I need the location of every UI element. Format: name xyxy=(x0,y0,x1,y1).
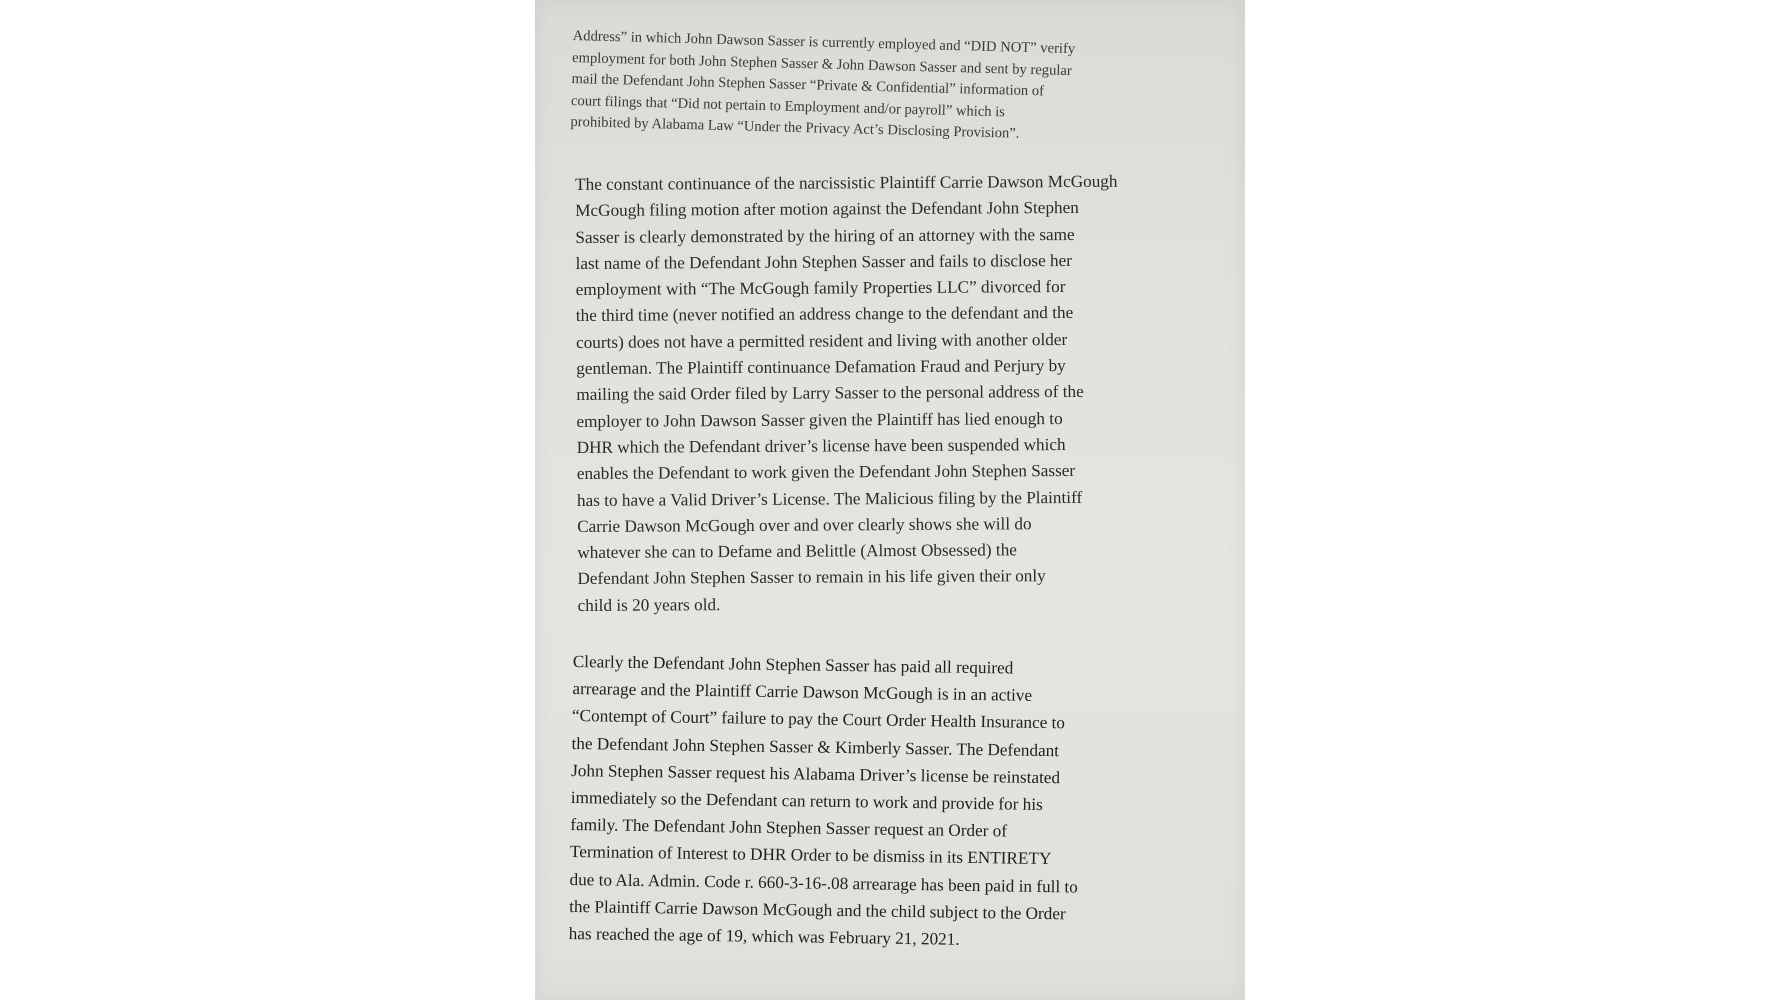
text-line: last name of the Defendant John Stephen Sasser and fails to disclose her xyxy=(575,250,1073,273)
text-line: Clearly the Defendant John Stephen Sasser has paid all required xyxy=(572,651,1014,678)
text-line: John Stephen Sasser request his Alabama Driver’s license be reinstated xyxy=(571,760,1061,788)
text-line: immediately so the Defendant can return to work and provide for his xyxy=(570,788,1043,815)
text-line: enables the Defendant to work given the Defendant John Stephen Sasser xyxy=(576,461,1076,484)
text-line: “Contempt of Court” failure to pay the Court Order Health Insurance to xyxy=(571,706,1066,733)
text-line: prohibited by Alabama Law “Under the Privacy Act’s Disclosing Provision”. xyxy=(570,113,1020,142)
text-line: the third time (never notified an address change to the defendant and the xyxy=(575,303,1074,326)
text-line: Termination of Interest to DHR Order to be dismiss in its ENTIRETY xyxy=(569,842,1052,869)
text-line: courts) does not have a permitted resident and living with another older xyxy=(575,329,1068,352)
text-line: mailing the said Order filed by Larry Sasser to the personal address of the xyxy=(576,382,1084,405)
text-line: gentleman. The Plaintiff continuance Defamation Fraud and Perjury by xyxy=(576,356,1066,379)
text-line: employer to John Dawson Sasser given the Plaintiff has lied enough to xyxy=(576,408,1063,431)
text-line: mail the Defendant John Stephen Sasser “Private & Confidential” information of xyxy=(571,70,1045,100)
text-line: arrearage and the Plaintiff Carrie Dawson McGough is in an active xyxy=(572,679,1033,706)
text-line: McGough filing motion after motion against the Defendant John Stephen xyxy=(575,198,1079,221)
text-line: DHR which the Defendant driver’s license have been suspended which xyxy=(576,434,1066,457)
text-line: the Defendant John Stephen Sasser & Kimberly Sasser. The Defendant xyxy=(571,733,1060,760)
paragraph-privacy-disclosure xyxy=(570,26,1213,150)
text-line: child is 20 years old. xyxy=(577,594,721,615)
text-line: whatever she can to Defame and Belittle (Almost Obsessed) the xyxy=(577,540,1017,563)
text-line: Address” in which John Dawson Sasser is currently employed and “DID NOT” verify xyxy=(572,27,1076,58)
text-line: Sasser is clearly demonstrated by the hiring of an attorney with the same xyxy=(575,224,1075,247)
paragraph-request xyxy=(569,648,1238,957)
text-line: employment for both John Stephen Sasser & John Dawson Sasser and sent by regular xyxy=(571,49,1072,79)
text-line: employment with “The McGough family Properties LLC” divorced for xyxy=(575,277,1066,300)
text-line: Defendant John Stephen Sasser to remain in his life given their only xyxy=(577,566,1046,589)
text-line: court filings that “Did not pertain to Employment and/or payroll” which is xyxy=(570,92,1006,120)
text-line: family. The Defendant John Stephen Sasser request an Order of xyxy=(570,815,1008,841)
text-line: The constant continuance of the narcissistic Plaintiff Carrie Dawson McGough xyxy=(575,171,1118,194)
paragraph-continuance xyxy=(575,168,1228,619)
text-line: due to Ala. Admin. Code r. 660-3-16-.08 arrearage has been paid in full to xyxy=(569,869,1078,897)
text-line: has to have a Valid Driver’s License. The Malicious filing by the Plaintiff xyxy=(576,487,1083,510)
text-line: Carrie Dawson McGough over and over clearly shows she will do xyxy=(577,514,1032,536)
document-page xyxy=(535,0,1245,1000)
text-line: has reached the age of 19, which was February 21, 2021. xyxy=(568,924,960,949)
text-line: the Plaintiff Carrie Dawson McGough and the child subject to the Order xyxy=(569,896,1066,924)
